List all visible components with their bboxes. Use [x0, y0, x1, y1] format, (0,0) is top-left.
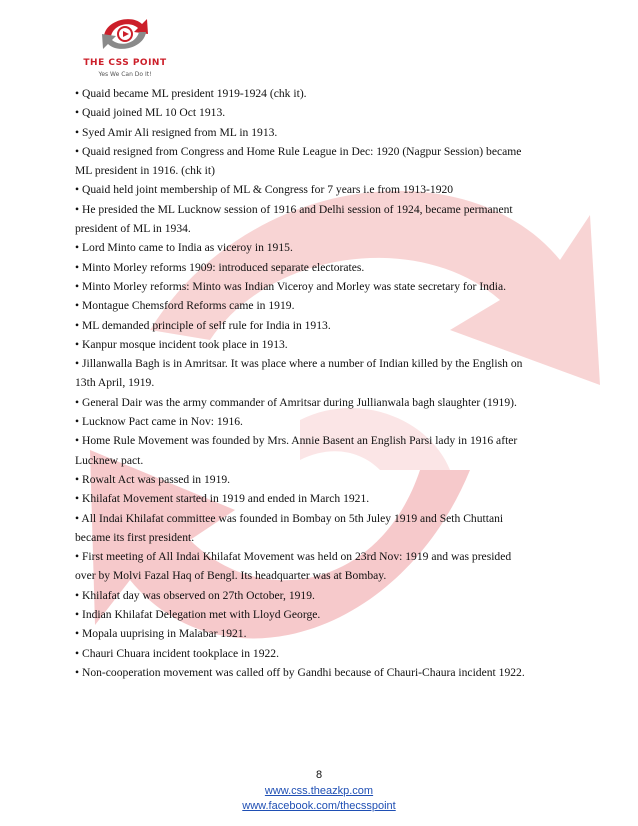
text-line: • Khilafat day was observed on 27th October, 1919.: [75, 588, 315, 602]
text-line: • Mopala uuprising in Malabar 1921.: [75, 627, 247, 641]
text-line: • Indian Khilafat Delegation met with Lloyd George.: [75, 608, 321, 622]
brand-tagline: Yes We Can Do It!: [98, 71, 152, 78]
facebook-link[interactable]: www.facebook.com/thecsspoint: [242, 800, 396, 812]
notes-body: [75, 84, 570, 682]
text-line: • First meeting of All Indai Khilafat Movement was held on 23rd Nov: 1919 and was presided: [75, 550, 512, 564]
text-line: • Lord Minto came to India as viceroy in 1915.: [75, 241, 293, 255]
page-footer: [0, 768, 638, 815]
text-line: • Minto Morley reforms: Minto was Indian Viceroy and Morley was state secretary for India.: [75, 279, 507, 293]
text-line: president of ML in 1934.: [75, 222, 191, 236]
text-line: • Quaid joined ML 10 Oct 1913.: [75, 106, 226, 120]
text-line: • Chauri Chuara incident tookplace in 1922.: [75, 646, 280, 660]
text-line: ML president in 1916. (chk it): [75, 164, 215, 178]
text-line: • Kanpur mosque incident took place in 1913.: [75, 337, 288, 351]
text-line: • General Dair was the army commander of Amritsar during Jullianwala bagh slaughter (1919).: [75, 395, 517, 409]
text-line: • Rowalt Act was passed in 1919.: [75, 472, 231, 486]
text-line: • Jillanwalla Bagh is in Amritsar. It was place where a number of Indian killed by the English on: [75, 357, 523, 371]
text-line: 13th April, 1919.: [75, 376, 155, 390]
text-line: • Lucknow Pact came in Nov: 1916.: [75, 415, 243, 429]
page-number: 8: [315, 769, 323, 781]
text-line: • Montague Chemsford Reforms came in 1919.: [75, 299, 295, 313]
text-line: • Syed Amir Ali resigned from ML in 1913.: [75, 125, 278, 139]
text-line: became its first president.: [75, 530, 195, 544]
text-line: • Quaid held joint membership of ML & Congress for 7 years i.e from 1913-1920: [75, 183, 454, 197]
logo-arrows-icon: [70, 8, 180, 58]
text-line: • ML demanded principle of self rule for India in 1913.: [75, 318, 331, 332]
text-line: • Minto Morley reforms 1909: introduced separate electorates.: [75, 260, 365, 274]
brand-logo: [70, 8, 180, 84]
text-line: • Khilafat Movement started in 1919 and ended in March 1921.: [75, 492, 370, 506]
text-line: • Quaid resigned from Congress and Home Rule League in Dec: 1920 (Nagpur Session) became: [75, 144, 522, 158]
text-line: • All Indai Khilafat committee was founded in Bombay on 5th Juley 1919 and Seth Chuttani: [75, 511, 504, 525]
text-line: • Quaid became ML president 1919-1924 (chk it).: [75, 87, 307, 100]
text-line: Lucknew pact.: [75, 453, 144, 467]
text-line: over by Molvi Fazal Haq of Bengl. Its headquarter was at Bombay.: [75, 569, 387, 583]
text-line: • Non-cooperation movement was called off by Gandhi because of Chauri-Chaura incident 1922.: [75, 665, 525, 679]
text-line: • Home Rule Movement was founded by Mrs. Annie Basent an English Parsi lady in 1916 after: [75, 434, 518, 448]
text-line: • He presided the ML Lucknow session of 1916 and Delhi session of 1924, became permanent: [75, 202, 513, 216]
website-link[interactable]: www.css.theazkp.com: [264, 784, 374, 797]
brand-name: THE CSS POINT: [83, 58, 167, 68]
